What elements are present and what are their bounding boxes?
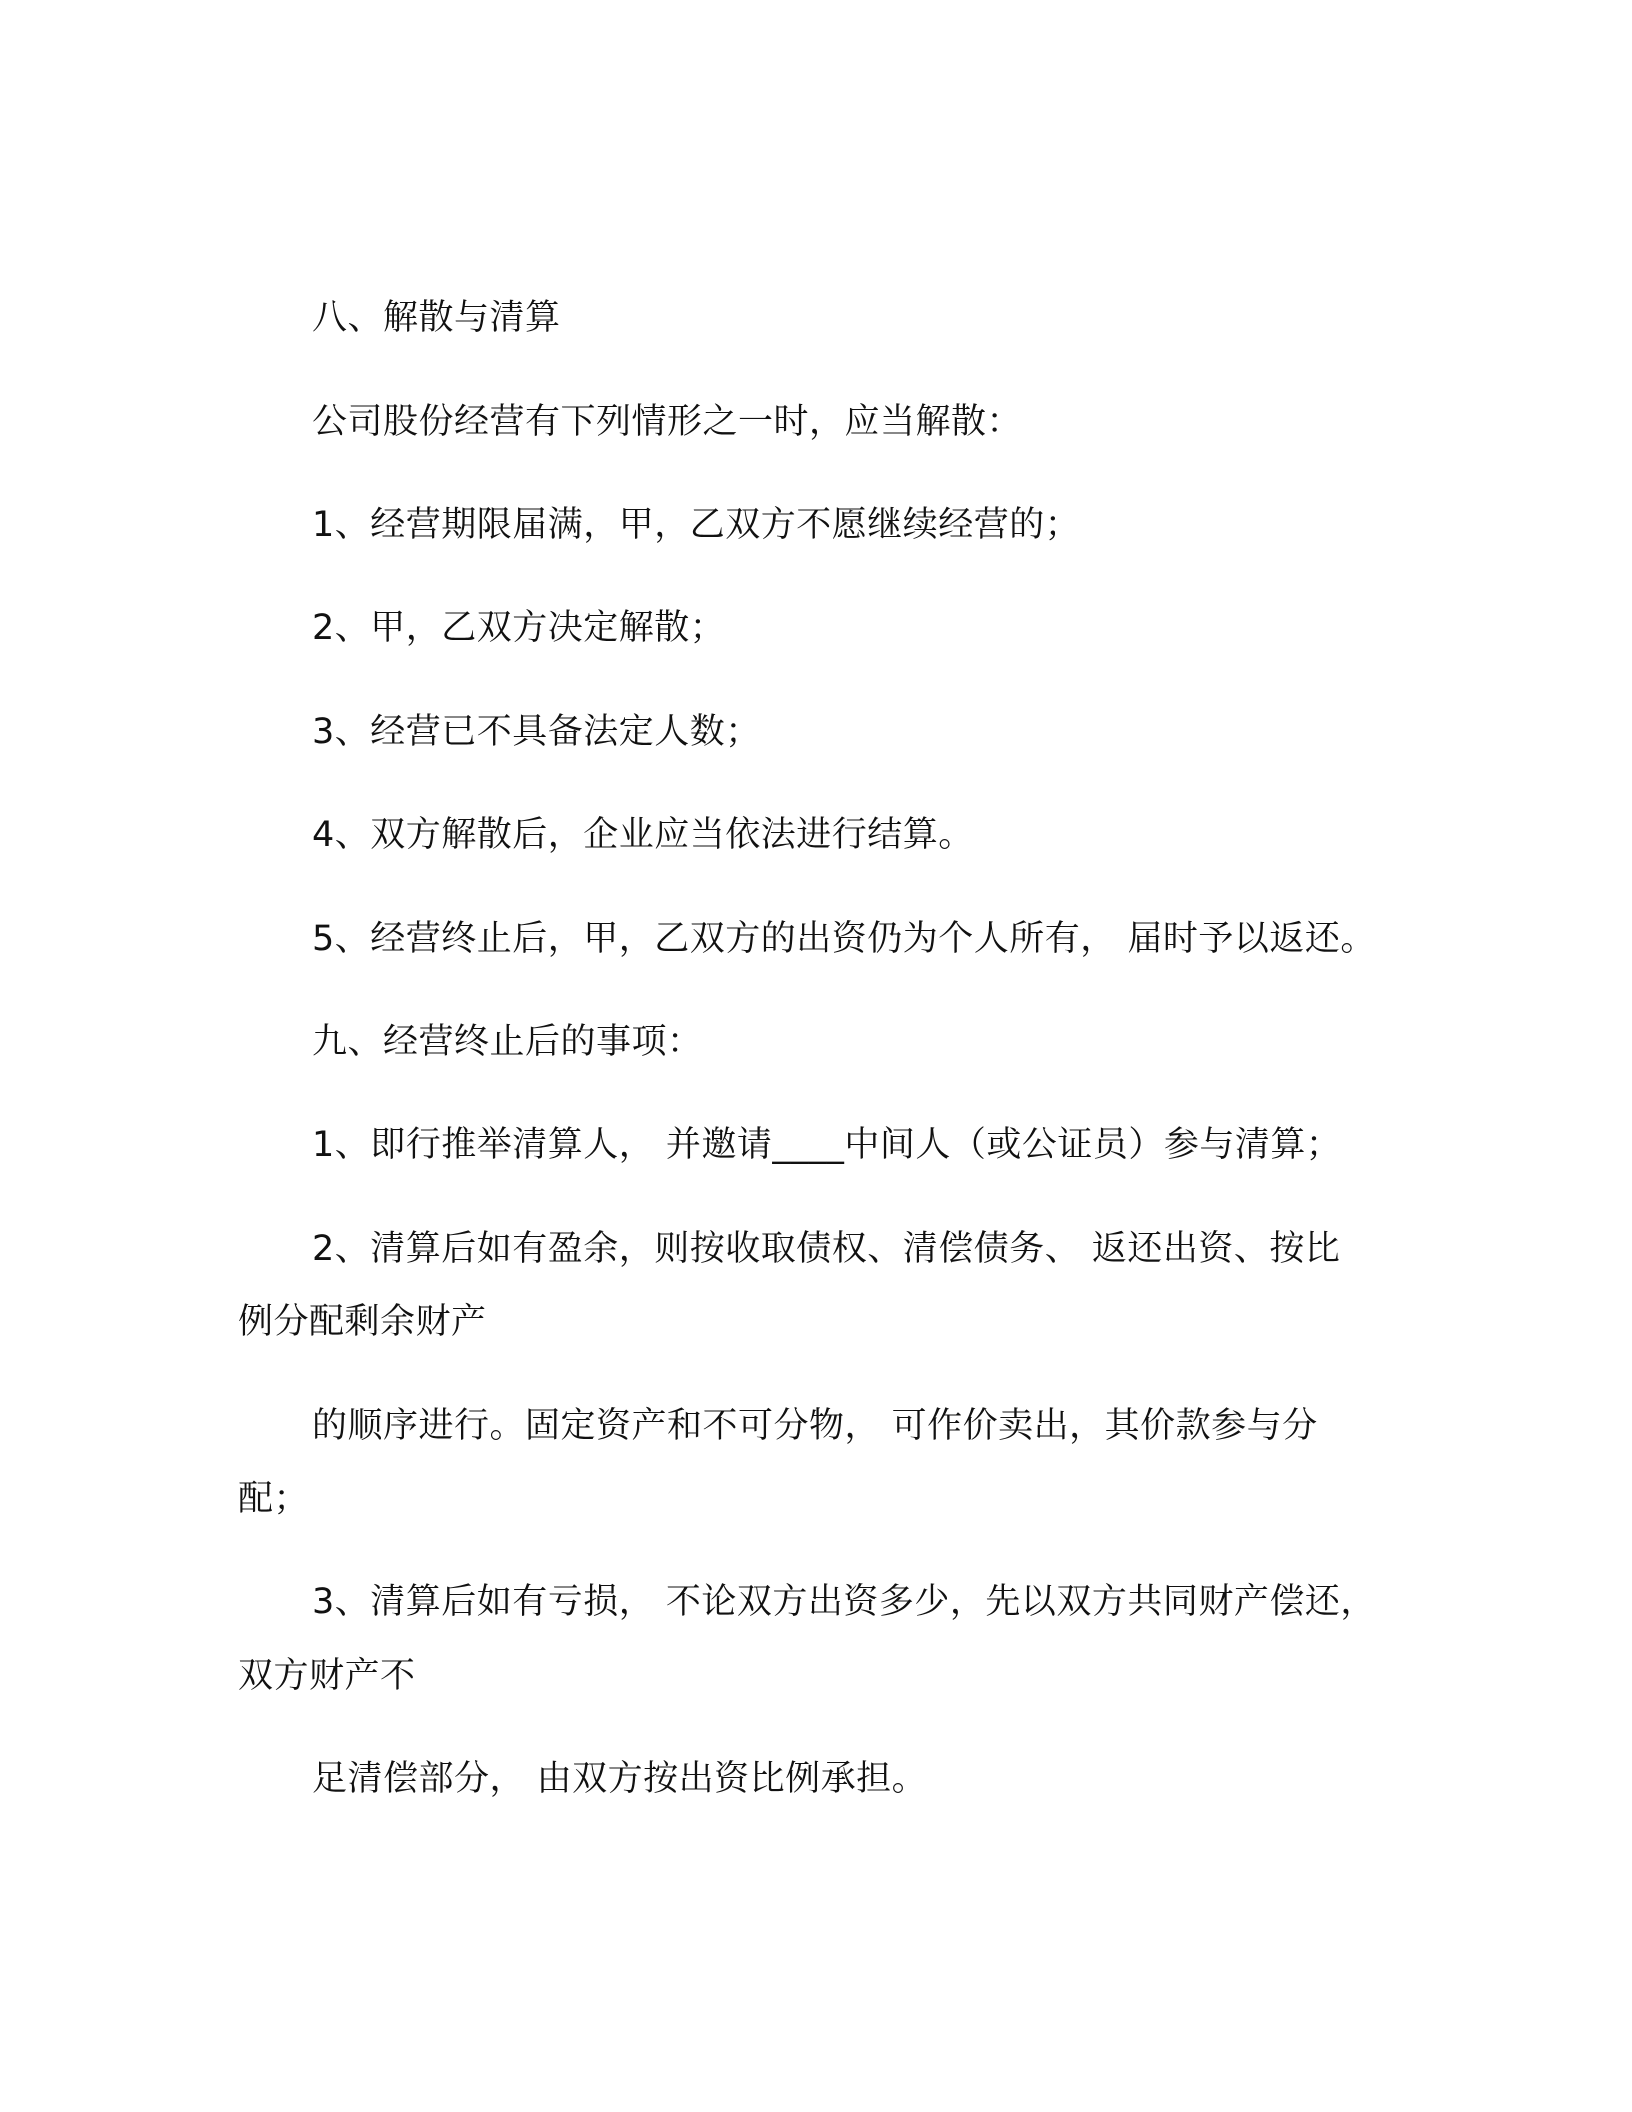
termination-item-2-line2: 例分配剩余财产 [238,1302,487,1342]
termination-item-2-line3: 的顺序进行。固定资产和不可分物， 可作价卖出，其价款参与分 [312,1406,1318,1446]
termination-item-3-line1: 3、清算后如有亏损， 不论双方出资多少，先以双方共同财产偿还， [312,1582,1376,1622]
list-item-4: 4、双方解散后，企业应当依法进行结算。 [312,815,974,855]
list-item-3: 3、经营已不具备法定人数； [312,712,761,752]
list-item-5: 5、经营终止后，甲，乙双方的出资仍为个人所有， 届时予以返还。 [312,919,1376,959]
termination-item-2-line1: 2、清算后如有盈余，则按收取债权、清偿债务、 返还出资、按比 [312,1229,1341,1269]
list-item-2: 2、甲，乙双方决定解散； [312,608,726,648]
paragraph-dissolution-intro: 公司股份经营有下列情形之一时，应当解散： [312,402,1023,442]
section-heading-termination: 九、经营终止后的事项： [312,1022,703,1062]
list-item-1: 1、经营期限届满，甲，乙双方不愿继续经营的； [312,505,1081,545]
section-heading-dissolution: 八、解散与清算 [312,298,561,338]
termination-item-2-line4: 配； [238,1479,310,1519]
termination-item-3-line3: 足清偿部分， 由双方按出资比例承担。 [312,1759,928,1799]
termination-item-3-line2: 双方财产不 [238,1656,416,1696]
termination-item-1: 1、即行推举清算人， 并邀请____中间人（或公证员）参与清算； [312,1125,1342,1165]
